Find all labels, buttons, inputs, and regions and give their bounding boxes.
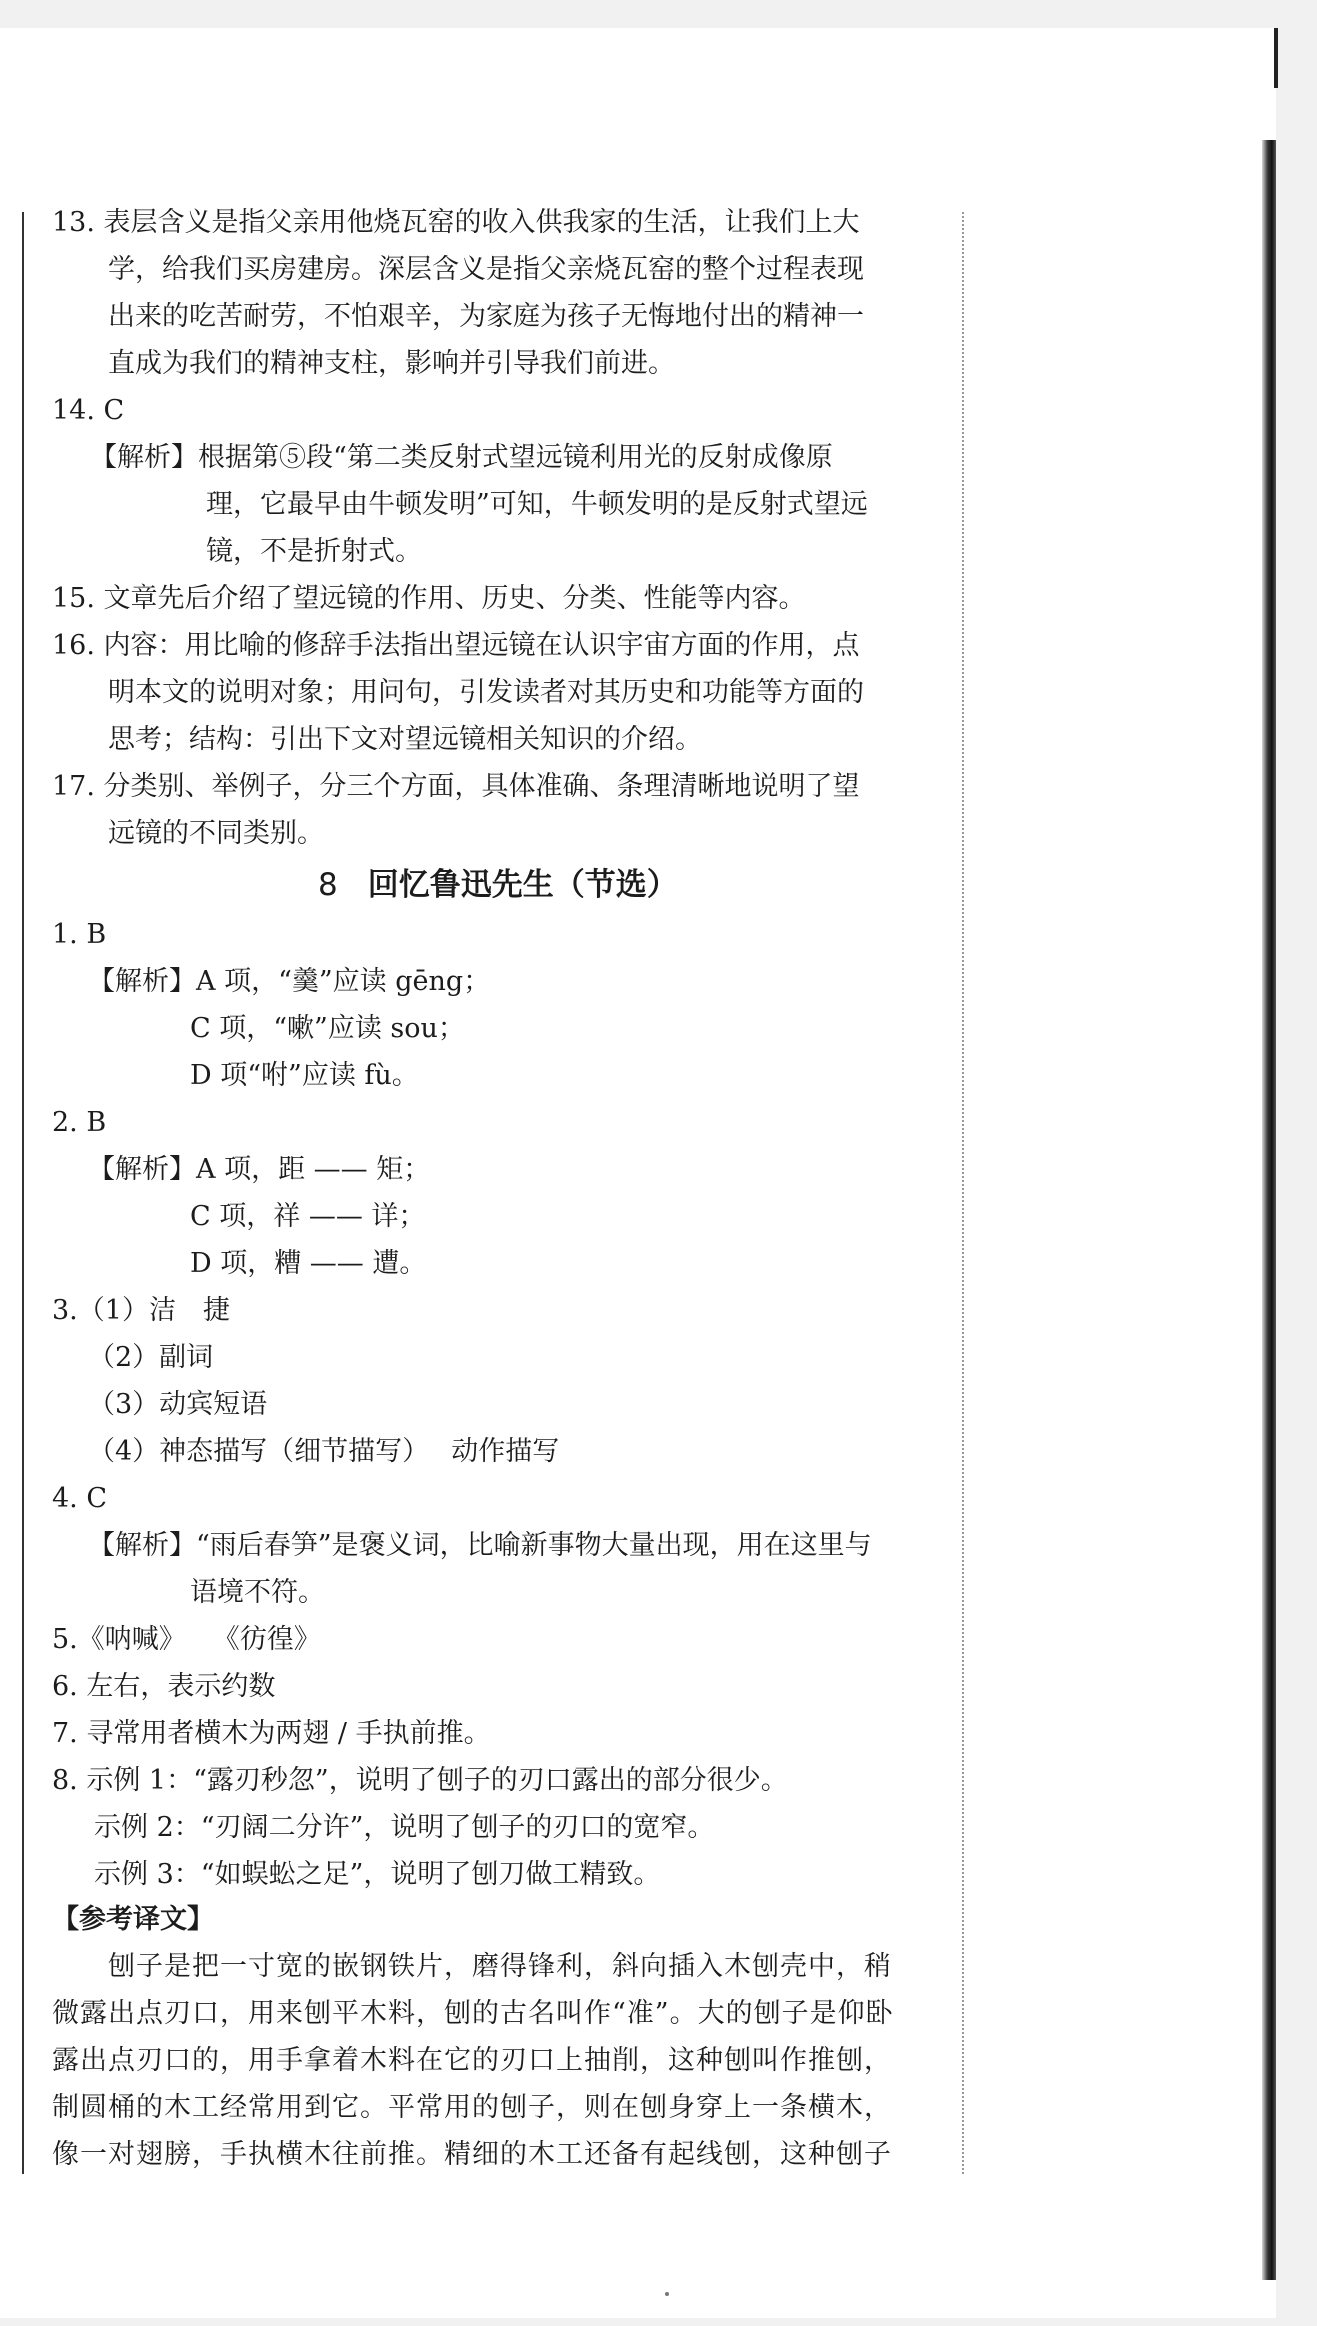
- translation-line-4: 制圆桶的木工经常用到它。平常用的刨子，则在刨身穿上一条横木，: [52, 2092, 892, 2123]
- page-footer-dot: [665, 2292, 669, 2296]
- binding-shadow: [1262, 140, 1276, 2280]
- answer-13-line-1: 13. 表层含义是指父亲用他烧瓦窑的收入供我家的生活，让我们上大: [52, 207, 860, 238]
- s8-answer-1-analysis-3: D 项“咐”应读 fù。: [190, 1060, 419, 1091]
- translation-line-3: 露出点刃口的，用手拿着木料在它的刃口上抽削，这种刨叫作推刨，: [52, 2045, 892, 2076]
- s8-answer-5: 5.《呐喊》 《彷徨》: [52, 1624, 321, 1655]
- s8-answer-4-analysis-1: 【解析】“雨后春笋”是褒义词，比喻新事物大量出现，用在这里与: [88, 1530, 872, 1561]
- s8-answer-7: 7. 寻常用者横木为两翅 / 手执前推。: [52, 1718, 491, 1749]
- s8-answer-6: 6. 左右，表示约数: [52, 1671, 276, 1702]
- translation-heading: 【参考译文】: [52, 1904, 214, 1935]
- answer-14-line-1: 14. C: [52, 395, 125, 426]
- answer-13-line-4: 直成为我们的精神支柱，影响并引导我们前进。: [108, 348, 675, 379]
- answer-16-line-1: 16. 内容：用比喻的修辞手法指出望远镜在认识宇宙方面的作用，点: [52, 630, 860, 661]
- answer-14-analysis-2: 理，它最早由牛顿发明”可知，牛顿发明的是反射式望远: [206, 489, 868, 520]
- section-title-text: 回忆鲁迅先生（节选）: [367, 867, 678, 903]
- dotted-column-rule: [962, 212, 964, 2174]
- s8-answer-3-part-4: （4）神态描写（细节描写） 动作描写: [88, 1436, 560, 1467]
- answer-13-line-3: 出来的吃苦耐劳，不怕艰辛，为家庭为孩子无悔地付出的精神一: [108, 301, 864, 332]
- answer-14-analysis-3: 镜，不是折射式。: [206, 536, 422, 567]
- s8-answer-1-analysis-1: 【解析】A 项，“羹”应读 gēng；: [88, 966, 491, 997]
- left-margin-rule: [22, 212, 24, 2174]
- section-title: [318, 860, 678, 910]
- answer-16-line-2: 明本文的说明对象；用问句，引发读者对其历史和功能等方面的: [108, 677, 864, 708]
- s8-answer-8-example-1: 8. 示例 1：“露刃秒忽”，说明了刨子的刃口露出的部分很少。: [52, 1765, 788, 1796]
- answer-14-analysis-1: 【解析】根据第⑤段“第二类反射式望远镜利用光的反射成像原: [90, 442, 833, 473]
- s8-answer-4-analysis-2: 语境不符。: [190, 1577, 325, 1608]
- answer-17-line-1: 17. 分类别、举例子，分三个方面，具体准确、条理清晰地说明了望: [52, 771, 860, 802]
- s8-answer-3-part-3: （3）动宾短语: [88, 1389, 268, 1420]
- s8-answer-2-analysis-2: C 项，祥 —— 详；: [190, 1201, 426, 1232]
- translation-line-5: 像一对翅膀，手执横木往前推。精细的木工还备有起线刨，这种刨子: [52, 2139, 892, 2170]
- section-number: 8: [318, 867, 338, 903]
- answer-15-line-1: 15. 文章先后介绍了望远镜的作用、历史、分类、性能等内容。: [52, 583, 806, 614]
- s8-answer-3-part-2: （2）副词: [88, 1342, 214, 1373]
- answer-16-line-3: 思考；结构：引出下文对望远镜相关知识的介绍。: [108, 724, 702, 755]
- s8-answer-1: 1. B: [52, 919, 107, 950]
- s8-answer-2: 2. B: [52, 1107, 107, 1138]
- s8-answer-8-example-2: 示例 2：“刃阔二分许”，说明了刨子的刃口的宽窄。: [94, 1812, 715, 1843]
- s8-answer-2-analysis-1: 【解析】A 项，距 —— 矩；: [88, 1154, 431, 1185]
- page-edge-mark: [1274, 28, 1278, 88]
- translation-line-1: 刨子是把一寸宽的嵌钢铁片，磨得锋利，斜向插入木刨壳中，稍: [108, 1951, 892, 1982]
- translation-line-2: 微露出点刃口，用来刨平木料，刨的古名叫作“准”。大的刨子是仰卧: [52, 1998, 894, 2029]
- s8-answer-4: 4. C: [52, 1483, 108, 1514]
- s8-answer-8-example-3: 示例 3：“如蜈蚣之足”，说明了刨刀做工精致。: [94, 1859, 661, 1890]
- s8-answer-3-part-1: 3.（1）洁 捷: [52, 1295, 230, 1326]
- s8-answer-2-analysis-3: D 项，糟 —— 遭。: [190, 1248, 427, 1279]
- s8-answer-1-analysis-2: C 项，“嗽”应读 sou；: [190, 1013, 465, 1044]
- answer-13-line-2: 学，给我们买房建房。深层含义是指父亲烧瓦窑的整个过程表现: [108, 254, 864, 285]
- answer-17-line-2: 远镜的不同类别。: [108, 818, 324, 849]
